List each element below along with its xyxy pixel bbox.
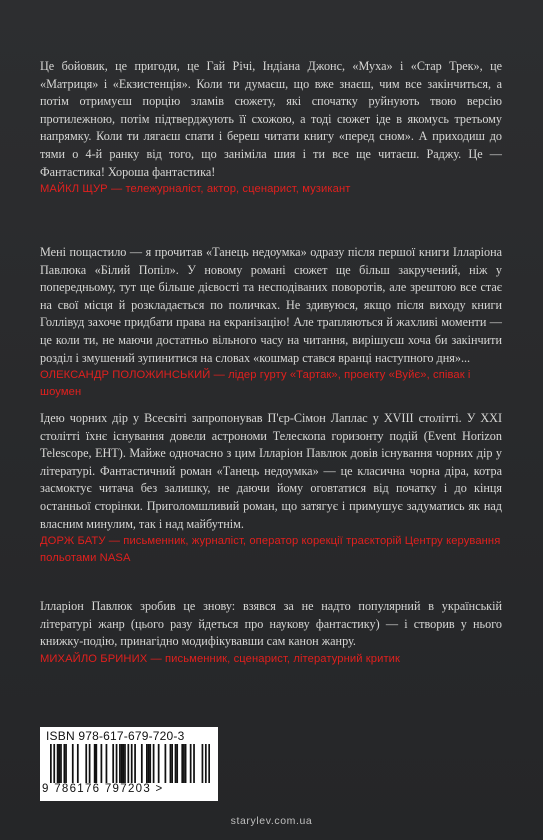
barcode-bar [202, 744, 204, 783]
barcode-bar [185, 744, 187, 783]
author-name: ДОРЖ БАТУ [40, 535, 106, 548]
barcode-bar [60, 744, 62, 783]
barcode-bar [119, 744, 121, 783]
author-name: МАЙКЛ ЩУР [40, 183, 108, 196]
barcode-bar [149, 744, 151, 783]
blurb-2 [40, 244, 502, 401]
barcode-bar [121, 744, 123, 783]
barcode-bar [72, 744, 74, 783]
barcode-bar [141, 744, 143, 783]
blurb-text: Це бойовик, це пригоди, це Гай Річі, Індіана Джонс, «Муха» і «Стар Трек», це «Матриця» і «Екзистенція». Коли ти думаєш, що вже знаєш, чим все закінчиться, а потім отримуєш порцію зламів сюжету, які спочатку руйнують твою версію протилежною, потім підтверджують її схожою, а тоді сюжет іде в якомусь третьому напрямку. Коли ти лягаєш спати і береш читати книгу «перед сном». А приходиш до тями о 4-й ранку від того, що заніміла шия і ти все ще читаєш. Раджу. Це — Фантастика! Хороша фантастика! [40, 59, 502, 179]
barcode-bar [57, 744, 59, 783]
barcode-bar [124, 744, 126, 783]
barcode-bar [50, 744, 52, 783]
barcode-bar [85, 744, 87, 783]
barcode-bar [134, 744, 136, 783]
blurb-author [40, 181, 502, 198]
barcode-bar [208, 744, 210, 783]
blurb-4 [40, 598, 502, 668]
blurb-author [40, 533, 502, 567]
blurb-text: Ідею чорних дір у Всесвіті запропонував П'єр-Сімон Лаплас у XVIII столітті. У XXI столітті їхнє існування довели астрономи Телескопа горизонту подій (Event Horizon Telescope, EHT). Майже одночасно з цим Ілларіон Павлюк довів існування чорних дір у літературі. Фантастичний роман «Танець недоумка» — це класична чорна діра, котра засмоктує читача без залишку, не даючи йому оговтатися від початку і до кінця останньої сторінки. Приголомшливий роман, що затягує і примушує задуматись як над власним минулим, так і над майбутнім. [40, 411, 502, 531]
isbn-barcode [40, 727, 218, 801]
barcode-bar [158, 744, 160, 783]
barcode-bar [171, 744, 173, 783]
barcode-bar [112, 744, 114, 783]
barcode-bar [181, 744, 183, 783]
barcode-bar [170, 744, 172, 783]
blurb-1 [40, 58, 502, 198]
blurb-text: Мені пощастило — я прочитав «Танець недоумка» одразу після першої книги Ілларіона Павлюка «Білий Попіл». У новому романі сюжет ще більш закручений, ніж у попередньому, тут ще більше дієвості та несподіваних поворотів, але зрештою все стає на свої місця й розкладається по поличках. Не здивуюся, якщо після виходу книги Голлівуд захоче придбати права на екранізацію! Але трапляються й жахливі моменти — це коли ти, не маючи достатньо вільного часу на читання, вирішуєш хоча би закінчити розділ і змушений зупинитися на словах «кошмар стався вранці наступного дня»... [40, 245, 502, 365]
barcode-digits: 9 786176 797203 > [42, 783, 164, 795]
author-name: ОЛЕКСАНДР ПОЛОЖИНСЬКИЙ [40, 369, 211, 382]
barcode-bar [106, 744, 108, 783]
barcode-icon [50, 744, 210, 783]
blurb-author [40, 651, 502, 668]
barcode-bar [175, 744, 177, 783]
blurb-text: Ілларіон Павлюк зробив це знову: взявся за не надто популярний в українській літературі жанр (цього разу йдеться про наукову фантастику) — і створив у нього книжку-подію, принагідно модифікувавши сам канон жанру. [40, 599, 502, 649]
barcode-bar [153, 744, 155, 783]
barcode-bar [89, 744, 91, 783]
barcode-bar [176, 744, 178, 783]
blurb-3 [40, 410, 502, 567]
barcode-bar [190, 744, 192, 783]
author-name: МИХАЙЛО БРИНИХ [40, 652, 148, 665]
blurb-author [40, 367, 502, 401]
isbn-label: ISBN 978-617-679-720-3 [46, 729, 185, 743]
barcode-bar [65, 744, 67, 783]
author-role: — письменник, сценарист, літературний критик [147, 652, 401, 665]
barcode-bar [94, 744, 96, 783]
barcode-bar [131, 744, 133, 783]
publisher-website: starylev.com.ua [230, 815, 313, 827]
barcode-bar [77, 744, 79, 783]
barcode-bar [122, 744, 124, 783]
barcode-bar [116, 744, 118, 783]
barcode-bar [101, 744, 103, 783]
barcode-bar [127, 744, 129, 783]
barcode-bar [148, 744, 150, 783]
barcode-bar [95, 744, 97, 783]
author-role: — письменник, журналіст, оператор корекції траєкторій Центру керування польотами NASA [40, 535, 501, 565]
barcode-bar [205, 744, 207, 783]
barcode-bar [165, 744, 167, 783]
barcode-bar [53, 744, 55, 783]
barcode-bar [58, 744, 60, 783]
barcode-bar [146, 744, 148, 783]
barcode-bar [63, 744, 65, 783]
barcode-bar [193, 744, 195, 783]
author-role: — лідер гурту «Тартак», проекту «Вуйє», співак і шоумен [40, 369, 471, 399]
author-role: — тележурналіст, актор, сценарист, музикант [107, 183, 351, 196]
barcode-bar [183, 744, 185, 783]
